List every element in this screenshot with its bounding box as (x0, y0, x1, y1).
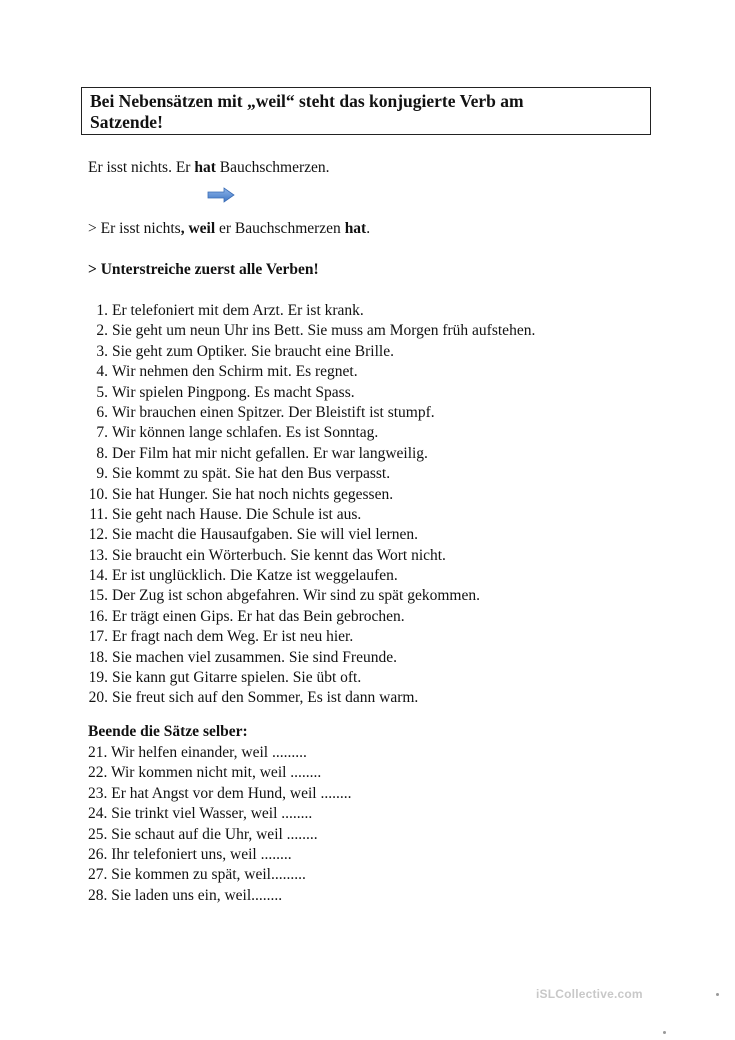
rule-line-2: Satzende! (90, 112, 163, 132)
item-text: Wir brauchen einen Spitzer. Der Bleistift ist stumpf. (112, 403, 435, 421)
list-item (88, 607, 535, 627)
list-item (88, 648, 535, 668)
list-item (88, 444, 535, 464)
item-text: Wir kommen nicht mit, weil ........ (110, 764, 322, 782)
example2-conjunction: , weil (180, 220, 216, 237)
item-text: Sie macht die Hausaufgaben. Sie will viel lernen. (112, 526, 419, 544)
item-number: 12. (88, 526, 108, 544)
item-number: 28. (88, 886, 108, 904)
list-item (88, 566, 535, 586)
item-text: Sie trinkt viel Wasser, weil ........ (111, 805, 313, 823)
item-text: Er fragt nach dem Weg. Er ist neu hier. (112, 628, 354, 646)
item-text: Sie freut sich auf den Sommer, Es ist dann warm. (112, 689, 419, 707)
item-number: 13. (88, 546, 108, 564)
item-number: 18. (88, 648, 108, 666)
item-text: Sie braucht ein Wörterbuch. Sie kennt das Wort nicht. (112, 546, 446, 564)
item-number: 23. (88, 784, 108, 802)
item-number: 27. (88, 866, 108, 884)
exercise-list (88, 301, 535, 709)
completion-list (88, 743, 351, 906)
item-text: Sie kann gut Gitarre spielen. Sie übt oft. (112, 669, 362, 687)
list-item (88, 586, 535, 606)
list-item (88, 784, 351, 804)
grammar-rule-box (81, 87, 651, 135)
list-item (88, 627, 535, 647)
item-number: 6. (96, 403, 108, 421)
item-number: 5. (96, 383, 108, 401)
list-item (88, 525, 535, 545)
list-item (88, 383, 535, 403)
item-text: Sie laden uns ein, weil........ (111, 886, 283, 904)
item-text: Wir spielen Pingpong. Es macht Spass. (112, 383, 355, 401)
list-item (88, 865, 351, 885)
item-number: 19. (88, 669, 108, 687)
example2-part-3: . (366, 220, 371, 237)
item-number: 17. (88, 628, 108, 646)
list-item (88, 825, 351, 845)
item-number: 22. (88, 764, 108, 782)
list-item (88, 423, 535, 443)
item-text: Sie geht nach Hause. Die Schule ist aus. (112, 505, 362, 523)
example2-part-2: er Bauchschmerzen (215, 220, 345, 237)
item-text: Ihr telefoniert uns, weil ........ (111, 845, 292, 863)
item-text: Sie hat Hunger. Sie hat noch nichts gegessen. (112, 485, 394, 503)
list-item (88, 485, 535, 505)
item-number: 7. (96, 424, 108, 442)
list-item (88, 804, 351, 824)
item-text: Wir nehmen den Schirm mit. Es regnet. (112, 363, 358, 381)
item-number: 24. (88, 805, 108, 823)
list-item (88, 342, 535, 362)
section-title-complete-sentences: Beende die Sätze selber: (88, 723, 248, 740)
example-part-2: Bauchschmerzen. (215, 159, 330, 176)
list-item (88, 688, 535, 708)
item-text: Sie geht zum Optiker. Sie braucht eine Brille. (112, 342, 394, 360)
example2-part-1: > Er isst nichts (88, 220, 181, 237)
list-item (88, 845, 351, 865)
example-verb: hat (194, 159, 216, 176)
item-text: Wir helfen einander, weil ......... (110, 744, 307, 761)
list-item (88, 743, 351, 763)
list-item (88, 321, 535, 341)
instruction: > Unterstreiche zuerst alle Verben! (88, 261, 319, 278)
item-text: Sie kommen zu spät, weil......... (111, 866, 306, 884)
example-sentence (88, 159, 330, 177)
item-text: Er ist unglücklich. Die Katze ist weggelaufen. (112, 567, 398, 585)
item-number: 11. (89, 505, 108, 523)
item-number: 10. (88, 485, 108, 503)
list-item (88, 403, 535, 423)
item-text: Er trägt einen Gips. Er hat das Bein gebrochen. (112, 607, 405, 625)
item-number: 20. (88, 689, 108, 707)
item-number: 4. (96, 363, 108, 381)
item-number: 26. (88, 845, 108, 863)
dot-mark (663, 1031, 666, 1034)
list-item (88, 301, 535, 321)
item-text: Wir können lange schlafen. Es ist Sonntag. (112, 424, 379, 442)
item-text: Sie kommt zu spät. Sie hat den Bus verpasst. (112, 465, 391, 483)
example-transformed (88, 220, 370, 238)
item-text: Er hat Angst vor dem Hund, weil ........ (111, 784, 352, 802)
list-item (88, 886, 351, 906)
watermark: iSLCollective.com (536, 987, 643, 1001)
item-text: Sie geht um neun Uhr ins Bett. Sie muss am Morgen früh aufstehen. (112, 322, 536, 340)
item-number: 3. (96, 342, 108, 360)
item-number: 21. (88, 744, 108, 761)
item-number: 8. (96, 444, 108, 462)
example-part-1: Er isst nichts. Er (88, 159, 195, 176)
item-number: 9. (96, 465, 108, 483)
item-number: 25. (88, 825, 108, 843)
list-item (88, 546, 535, 566)
item-text: Er telefoniert mit dem Arzt. Er ist krank. (112, 302, 364, 319)
item-text: Sie schaut auf die Uhr, weil ........ (111, 825, 318, 843)
dot-mark (716, 993, 719, 996)
item-number: 14. (88, 567, 108, 585)
item-text: Der Zug ist schon abgefahren. Wir sind zu spät gekommen. (112, 587, 480, 605)
item-number: 15. (88, 587, 108, 605)
right-arrow-icon (207, 187, 235, 203)
list-item (88, 763, 351, 783)
example2-verb: hat (344, 220, 367, 237)
list-item (88, 362, 535, 382)
item-number: 2. (96, 322, 108, 340)
item-text: Sie machen viel zusammen. Sie sind Freunde. (112, 648, 397, 666)
list-item (88, 464, 535, 484)
item-number: 1. (96, 302, 108, 319)
list-item (88, 505, 535, 525)
rule-line-1: Bei Nebensätzen mit „weil“ steht das konjugierte Verb am (90, 91, 524, 111)
item-text: Der Film hat mir nicht gefallen. Er war langweilig. (112, 444, 428, 462)
item-number: 16. (88, 607, 108, 625)
list-item (88, 668, 535, 688)
